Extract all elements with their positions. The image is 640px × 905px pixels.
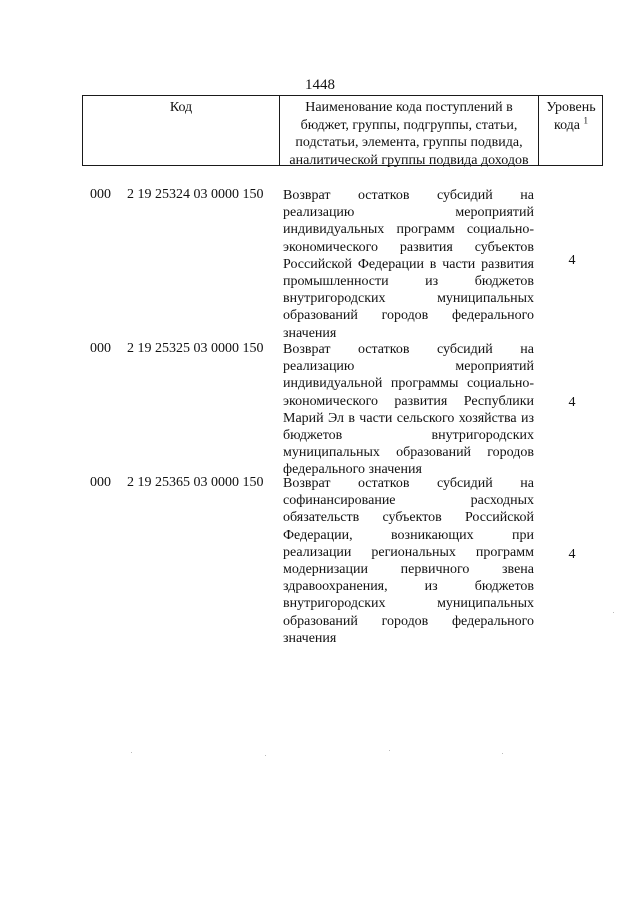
name-line: бюджетов внутригородских [283, 427, 534, 443]
name-line: значения [283, 630, 337, 646]
revenue-code: 2 19 25324 03 0000 150 [127, 187, 264, 202]
header-name-line: аналитической группы подвида доходов [289, 152, 529, 168]
name-line: реализацию мероприятий [283, 359, 534, 375]
header-code: Код [169, 100, 193, 115]
header-name-line: подстатьи, элемента, группы подвида, [295, 135, 523, 150]
code-level: 4 [568, 395, 576, 410]
name-line: Возврат остатков субсидий на [283, 476, 534, 491]
name-line: Федерации, возникающих при [283, 527, 534, 543]
name-line: промышленности из бюджетов [283, 273, 534, 289]
code-level: 4 [568, 547, 576, 562]
name-line: Возврат остатков субсидий на [283, 188, 534, 203]
name-line: обязательств субъектов Российской [283, 510, 534, 526]
revenue-code: 2 19 25365 03 0000 150 [127, 475, 264, 490]
scan-speck [265, 755, 266, 756]
header-level-word: кода [553, 117, 581, 133]
name-line: внутригородских муниципальных [283, 596, 534, 612]
name-line: экономического развития субъектов [283, 239, 534, 255]
table-header [82, 95, 603, 166]
revenue-name [283, 475, 534, 647]
header-level-line [539, 114, 603, 135]
name-line: здравоохранения, из бюджетов [283, 579, 534, 595]
admin-code: 000 [90, 341, 111, 356]
header-level [539, 99, 603, 134]
revenue-name [283, 187, 534, 342]
code-level: 4 [568, 253, 576, 268]
name-line: федерального значения [283, 462, 422, 478]
scan-speck [613, 612, 614, 613]
name-line: реализацию мероприятий [283, 205, 534, 221]
name-line: софинансирование расходных [283, 493, 534, 509]
page-number: 1448 [305, 77, 335, 93]
name-line: индивидуальной программы социально- [283, 376, 534, 392]
header-name-line: бюджет, группы, подгруппы, статьи, [300, 117, 518, 133]
scan-speck [131, 752, 132, 753]
footnote-mark: 1 [583, 114, 589, 125]
name-line: модернизации первичного звена [283, 561, 534, 577]
admin-code: 000 [90, 187, 111, 202]
revenue-code: 2 19 25325 03 0000 150 [127, 341, 264, 356]
name-line: муниципальных образований городов [283, 445, 534, 461]
name-line: Возврат остатков субсидий на [283, 342, 534, 357]
name-line: Российской Федерации в части развития [283, 256, 534, 272]
name-line: значения [283, 325, 337, 341]
name-line: внутригородских муниципальных [283, 291, 534, 307]
name-line: Марий Эл в части сельского хозяйства из [283, 410, 534, 426]
name-line: образований городов федерального [283, 613, 534, 629]
scan-speck [389, 750, 390, 751]
admin-code: 000 [90, 475, 111, 490]
header-name [280, 99, 538, 169]
name-line: образований городов федерального [283, 308, 534, 324]
header-name-line: Наименование кода поступлений в [305, 100, 513, 115]
name-line: экономического развития Республики [283, 393, 534, 409]
revenue-name [283, 341, 534, 479]
header-level-line: Уровень [546, 100, 596, 115]
scan-speck [502, 753, 503, 754]
name-line: реализации региональных программ [283, 544, 534, 560]
name-line: индивидуальных программ социально- [283, 222, 534, 238]
